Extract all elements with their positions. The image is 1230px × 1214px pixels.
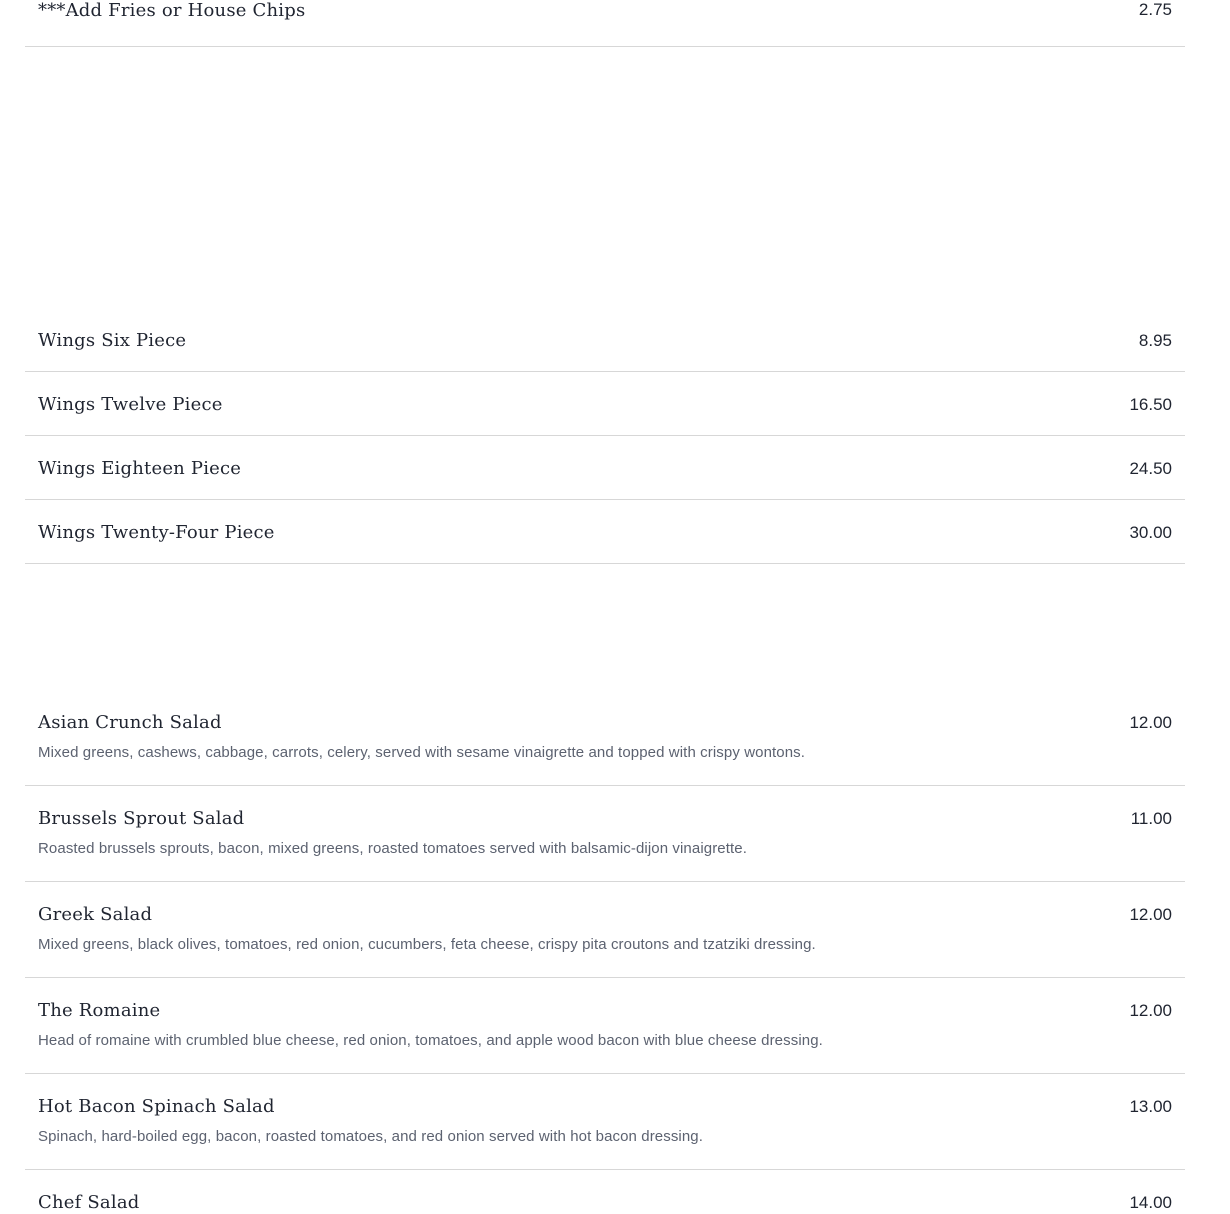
menu-item-name: The Romaine: [38, 1000, 161, 1021]
menu-item-price: 24.50: [1129, 459, 1172, 478]
menu-item-price: 2.75: [1138, 0, 1172, 19]
menu-item-description: Head of romaine with crumbled blue cheese, red onion, tomatoes, and apple wood bacon with blue cheese dressing.: [38, 1032, 823, 1049]
menu-item-price: 13.00: [1129, 1097, 1172, 1116]
menu-item-name: Wings Six Piece: [38, 330, 187, 351]
menu-item-price: 8.95: [1138, 331, 1172, 350]
menu-item-asian-crunch-salad: [25, 690, 1185, 786]
menu-item-name: Wings Twenty-Four Piece: [38, 522, 275, 543]
menu-item-name: Wings Eighteen Piece: [38, 458, 242, 479]
menu-item-name: Hot Bacon Spinach Salad: [38, 1096, 275, 1117]
menu-item-price: 12.00: [1129, 1001, 1172, 1020]
menu-item-description: Mixed greens, black olives, tomatoes, red onion, cucumbers, feta cheese, crispy pita croutons and tzatziki dressing.: [38, 936, 816, 953]
menu-item-chef-salad: [25, 1170, 1185, 1213]
menu-item-price: 30.00: [1129, 523, 1172, 542]
menu-item-the-romaine: [25, 978, 1185, 1074]
menu-item-price: 11.00: [1130, 809, 1172, 828]
menu-item-description: Roasted brussels sprouts, bacon, mixed greens, roasted tomatoes served with balsamic-dijon vinaigrette.: [38, 840, 747, 857]
menu-item-name: Greek Salad: [38, 904, 153, 925]
menu-item-name: ***Add Fries or House Chips: [38, 0, 306, 21]
menu-item-wings-eighteen: [25, 436, 1185, 500]
menu-item-price: 14.00: [1129, 1193, 1172, 1212]
menu-item-name: Brussels Sprout Salad: [38, 808, 245, 829]
menu-item-description: Spinach, hard-boiled egg, bacon, roasted tomatoes, and red onion served with hot bacon dressing.: [38, 1128, 704, 1145]
menu-item-name: Chef Salad: [38, 1192, 140, 1213]
menu-item-price: 12.00: [1129, 905, 1172, 924]
menu-item-price: 12.00: [1129, 713, 1172, 732]
menu-item-name: Wings Twelve Piece: [38, 394, 223, 415]
menu-item-brussels-sprout-salad: [25, 786, 1185, 882]
menu-item-description: Mixed greens, cashews, cabbage, carrots, celery, served with sesame vinaigrette and topped with crispy wontons.: [38, 744, 806, 761]
menu-item-wings-twelve: [25, 372, 1185, 436]
menu-item-price: 16.50: [1129, 395, 1172, 414]
menu-item-wings-twenty-four: [25, 500, 1185, 564]
menu-item-hot-bacon-spinach-salad: [25, 1074, 1185, 1170]
menu-item-add-fries: [25, 0, 1185, 47]
menu-item-greek-salad: [25, 882, 1185, 978]
menu-item-name: Asian Crunch Salad: [38, 712, 222, 733]
menu-item-wings-six: [25, 308, 1185, 372]
